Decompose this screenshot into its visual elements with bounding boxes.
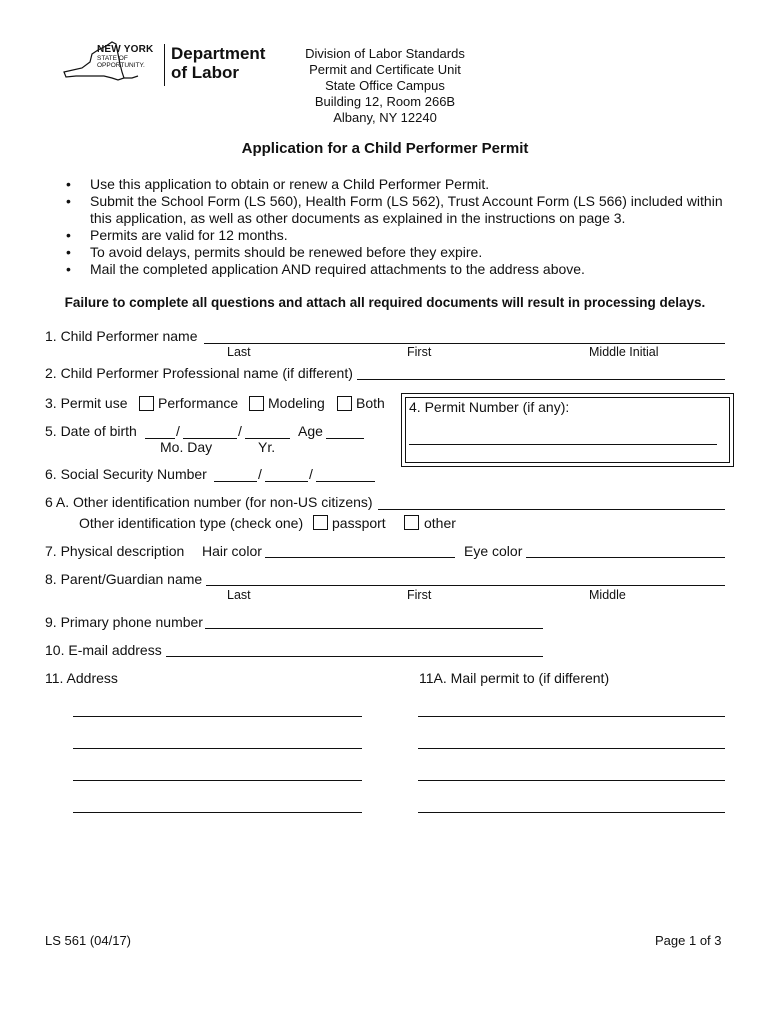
bullet-icon: • [66,227,71,243]
ssn-part2-field[interactable] [265,481,308,482]
sublabel-middle-initial: Middle Initial [589,345,659,359]
other-label: other [424,515,456,531]
bullet-icon: • [66,244,71,260]
mail-address-line-4-field[interactable] [418,812,725,813]
q3-label: 3. Permit use [45,395,128,411]
phone-number-field[interactable] [205,628,543,629]
professional-name-field[interactable] [357,379,725,380]
hair-color-field[interactable] [265,557,455,558]
q6-label: 6. Social Security Number [45,466,207,482]
sublabel-yr: Yr. [258,439,276,455]
performance-checkbox[interactable] [139,396,154,411]
bullet-text: Mail the completed application AND required attachments to the address above. [90,261,585,277]
passport-label: passport [332,515,386,531]
ssn-part1-field[interactable] [214,481,257,482]
logo-state-subtitle [97,55,145,69]
mail-address-line-1-field[interactable] [418,716,725,717]
eye-color-field[interactable] [526,557,725,558]
q11a-label: 11A. Mail permit to (if different) [419,670,610,686]
q5-label: 5. Date of birth [45,423,137,439]
modeling-label: Modeling [268,395,325,411]
bullet-text: Submit the School Form (LS 560), Health Form (LS 562), Trust Account Form (LS 566) included within [90,193,723,209]
warning-notice: Failure to complete all questions and attach all required documents will result in processing delays. [64,295,706,310]
sublabel-last: Last [227,588,251,602]
sublabel-first: First [407,588,432,602]
q1-label: 1. Child Performer name [45,328,198,344]
dob-slash: / [176,423,180,439]
address-line: Building 12, Room 266B [314,94,456,109]
ssn-slash: / [258,466,262,482]
logo-dept-line: of Labor [171,63,239,82]
sublabel-first: First [407,345,432,359]
mailing-address [280,46,490,126]
address-line: State Office Campus [325,78,445,93]
q11-label: 11. Address [45,670,118,686]
sublabel-middle: Middle [589,588,626,602]
address-line-1-field[interactable] [73,716,362,717]
instructions-list [66,176,746,278]
bullet-icon: • [66,176,71,192]
form-code: LS 561 (04/17) [45,933,132,948]
bullet-icon: • [66,261,71,277]
passport-checkbox[interactable] [313,515,328,530]
both-checkbox[interactable] [337,396,352,411]
bullet-icon: • [66,193,71,209]
page-title: Application for a Child Performer Permit [241,140,529,157]
list-item [66,261,746,278]
age-label: Age [298,423,323,439]
bullet-text: Use this application to obtain or renew a Child Performer Permit. [90,176,490,192]
modeling-checkbox[interactable] [249,396,264,411]
ssn-slash: / [309,466,313,482]
logo-sub-line: OPPORTUNITY. [97,62,145,69]
performance-label: Performance [158,395,239,411]
q7-label: 7. Physical description [45,543,185,559]
address-line-4-field[interactable] [73,812,362,813]
other-id-type-label: Other identification type (check one) [79,515,304,531]
logo-state-name: NEW YORK [97,44,154,55]
logo-department-name [171,44,265,82]
mail-address-line-2-field[interactable] [418,748,725,749]
dob-slash: / [238,423,242,439]
both-label: Both [356,395,385,411]
logo-dept-line: Department [171,44,266,63]
logo-sub-line: STATE OF [97,55,128,62]
address-line: Permit and Certificate Unit [309,62,461,77]
list-item-continuation [66,210,746,227]
bullet-text: this application, as well as other documents as explained in the instructions on page 3. [90,210,626,226]
list-item [66,244,746,261]
q8-label: 8. Parent/Guardian name [45,571,203,587]
q2-label: 2. Child Performer Professional name (if different) [45,365,353,381]
address-line-2-field[interactable] [73,748,362,749]
page-number: Page 1 of 3 [655,933,722,948]
logo-divider [164,44,165,86]
list-item [66,193,746,210]
other-id-number-field[interactable] [378,509,725,510]
hair-color-label: Hair color [202,543,262,559]
list-item [66,176,746,193]
child-name-field[interactable] [204,343,725,344]
bullet-text: Permits are valid for 12 months. [90,227,288,243]
mail-address-line-3-field[interactable] [418,780,725,781]
sublabel-mo-day: Mo. Day [160,439,213,455]
sublabel-last: Last [227,345,251,359]
bullet-text: To avoid delays, permits should be renewed before they expire. [90,244,483,260]
guardian-name-field[interactable] [206,585,725,586]
address-line: Division of Labor Standards [305,46,465,61]
age-field[interactable] [326,438,364,439]
email-field[interactable] [166,656,543,657]
ssn-part3-field[interactable] [316,481,375,482]
q6a-label: 6 A. Other identification number (for non-US citizens) [45,494,373,510]
q10-label: 10. E-mail address [45,642,162,658]
permit-number-field[interactable] [409,444,717,445]
list-item [66,227,746,244]
q4-label: 4. Permit Number (if any): [409,399,570,415]
q9-label: 9. Primary phone number [45,614,203,630]
eye-color-label: Eye color [464,543,523,559]
other-checkbox[interactable] [404,515,419,530]
address-line: Albany, NY 12240 [333,110,437,125]
address-line-3-field[interactable] [73,780,362,781]
